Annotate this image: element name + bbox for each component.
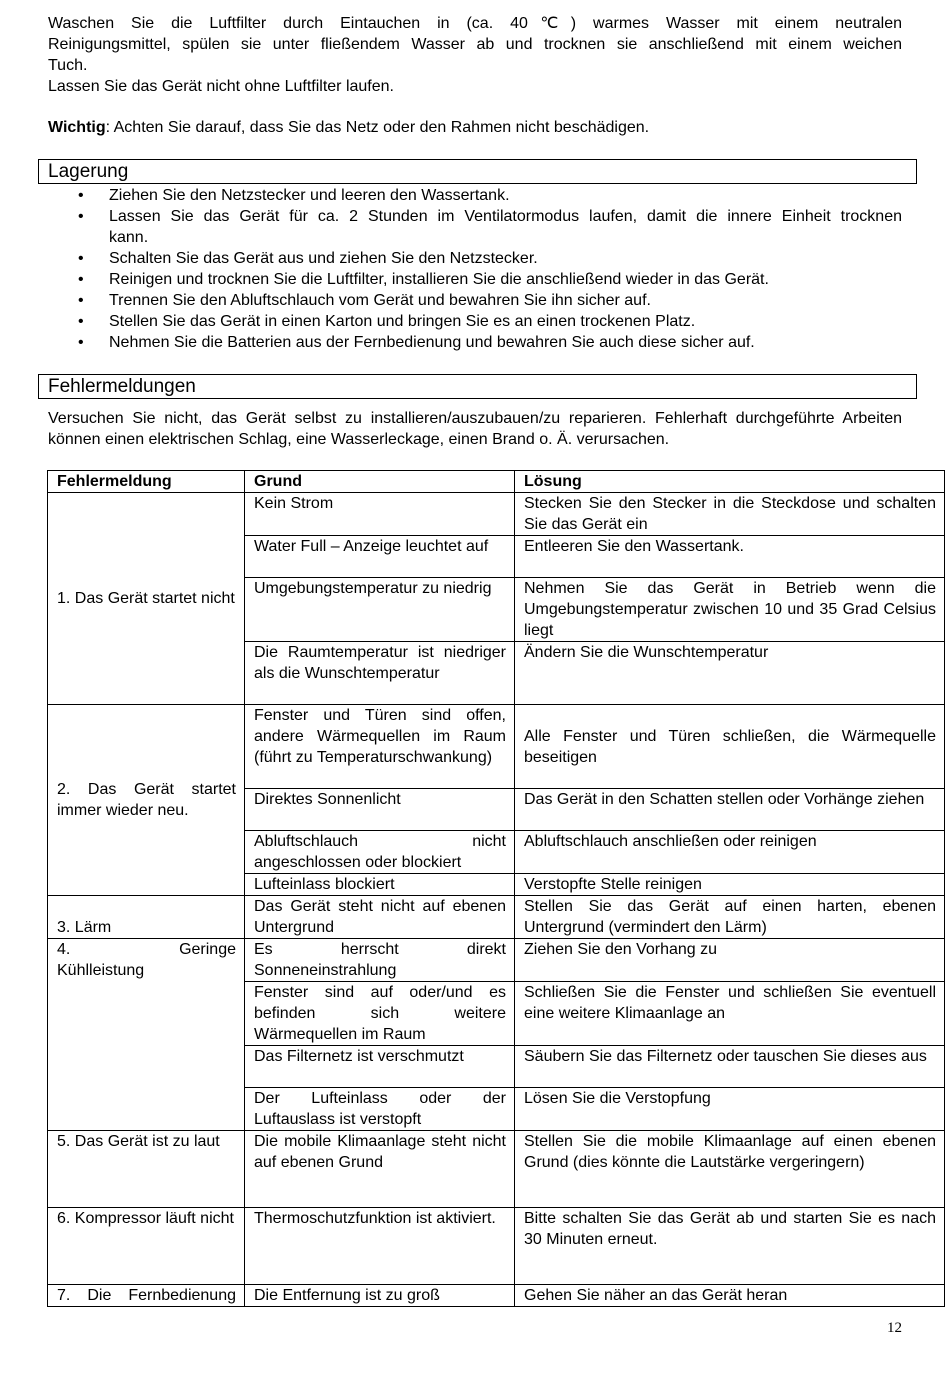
text-line: Reinigungsmittel, spülen sie unter fließendem Wasser ab und trocknen sie anschließend mit einem weichen bbox=[48, 36, 902, 53]
errors-intro: Versuchen Sie nicht, das Gerät selbst zu installieren/auszubauen/zu reparieren. Fehlerhaft durchgeführte Arbeiten können einen elektrischen Schlag, eine Wasserleckage, einen Brand o. Ä. verursachen. bbox=[48, 410, 902, 448]
table-header-row bbox=[48, 471, 945, 493]
cause-cell: Der Lufteinlass oder der Luftauslass ist verstopft bbox=[245, 1088, 515, 1131]
solution-cell: Lösen Sie die Verstopfung bbox=[515, 1088, 945, 1131]
table-row bbox=[48, 939, 945, 982]
solution-cell: Stecken Sie den Stecker in die Steckdose und schalten Sie das Gerät ein bbox=[515, 493, 945, 536]
table-row bbox=[48, 1208, 945, 1285]
solution-cell: Gehen Sie näher an das Gerät heran bbox=[515, 1285, 945, 1307]
solution-cell: Säubern Sie das Filternetz oder tauschen Sie dieses aus bbox=[515, 1046, 945, 1088]
table-row bbox=[48, 896, 945, 939]
column-header: Fehlermeldung bbox=[48, 471, 245, 493]
solution-cell: Ziehen Sie den Vorhang zu bbox=[515, 939, 945, 982]
cause-cell: Lufteinlass blockiert bbox=[245, 874, 515, 896]
error-cell: 3. Lärm bbox=[48, 896, 245, 939]
list-item: • Trennen Sie den Abluftschlauch vom Gerät und bewahren Sie ihn sicher auf. bbox=[0, 290, 902, 311]
important-note bbox=[48, 117, 902, 138]
important-text: : Achten Sie darauf, dass Sie das Netz oder den Rahmen nicht beschädigen. bbox=[105, 119, 650, 136]
solution-cell: Nehmen Sie das Gerät in Betrieb wenn die Umgebungstemperatur zwischen 10 und 35 Grad Celsius liegt bbox=[515, 578, 945, 642]
page-number: 12 bbox=[887, 1320, 902, 1336]
solution-cell: Alle Fenster und Türen schließen, die Wärmequelle beseitigen bbox=[515, 705, 945, 789]
cause-cell: Die mobile Klimaanlage steht nicht auf ebenen Grund bbox=[245, 1131, 515, 1208]
solution-cell: Verstopfte Stelle reinigen bbox=[515, 874, 945, 896]
text-line: Waschen Sie die Luftfilter durch Eintauchen in (ca. 40℃) warmes Wasser mit einem neutralen bbox=[48, 15, 902, 32]
column-header: Grund bbox=[245, 471, 515, 493]
column-header: Lösung bbox=[515, 471, 945, 493]
solution-cell: Schließen Sie die Fenster und schließen Sie eventuell eine weitere Klimaanlage an bbox=[515, 982, 945, 1046]
error-cell: 2. Das Gerät startet immer wieder neu. bbox=[48, 705, 245, 896]
error-cell: 1. Das Gerät startet nicht bbox=[48, 493, 245, 705]
storage-list bbox=[0, 185, 902, 353]
error-cell: 7. Die Fernbedienung bbox=[48, 1285, 245, 1307]
solution-cell: Entleeren Sie den Wassertank. bbox=[515, 536, 945, 578]
cause-cell: Abluftschlauch nicht angeschlossen oder blockiert bbox=[245, 831, 515, 874]
error-messages-heading: Fehlermeldungen bbox=[38, 374, 917, 399]
solution-cell: Stellen Sie die mobile Klimaanlage auf einen ebenen Grund (dies könnte die Lautstärke vergeringern) bbox=[515, 1131, 945, 1208]
solution-cell: Bitte schalten Sie das Gerät ab und starten Sie es nach 30 Minuten erneut. bbox=[515, 1208, 945, 1285]
list-item: • Ziehen Sie den Netzstecker und leeren den Wassertank. bbox=[0, 185, 902, 206]
list-item: • Nehmen Sie die Batterien aus der Fernbedienung und bewahren Sie auch diese sicher auf. bbox=[0, 332, 902, 353]
cause-cell: Kein Strom bbox=[245, 493, 515, 536]
error-cell: 4. Geringe Kühlleistung bbox=[48, 939, 245, 1131]
cause-cell: Das Filternetz ist verschmutzt bbox=[245, 1046, 515, 1088]
cause-cell: Das Gerät steht nicht auf ebenen Untergrund bbox=[245, 896, 515, 939]
solution-cell: Das Gerät in den Schatten stellen oder Vorhänge ziehen bbox=[515, 789, 945, 831]
table-row bbox=[48, 705, 945, 789]
cause-cell: Die Entfernung ist zu groß bbox=[245, 1285, 515, 1307]
cause-cell: Es herrscht direkt Sonneneinstrahlung bbox=[245, 939, 515, 982]
error-cell: 5. Das Gerät ist zu laut bbox=[48, 1131, 245, 1208]
list-item: • Reinigen und trocknen Sie die Luftfilter, installieren Sie die anschließend wieder in das Gerät. bbox=[0, 269, 902, 290]
no-filter-warning: Lassen Sie das Gerät nicht ohne Luftfilter laufen. bbox=[48, 78, 394, 95]
error-cell: 6. Kompressor läuft nicht bbox=[48, 1208, 245, 1285]
storage-heading: Lagerung bbox=[38, 159, 917, 184]
solution-cell: Ändern Sie die Wunschtemperatur bbox=[515, 642, 945, 705]
filter-cleaning-paragraph bbox=[48, 13, 902, 97]
table-row bbox=[48, 1285, 945, 1307]
cause-cell: Umgebungstemperatur zu niedrig bbox=[245, 578, 515, 642]
cause-cell: Direktes Sonnenlicht bbox=[245, 789, 515, 831]
table-row bbox=[48, 1131, 945, 1208]
text-line: Tuch. bbox=[48, 57, 88, 74]
solution-cell: Abluftschlauch anschließen oder reinigen bbox=[515, 831, 945, 874]
solution-cell: Stellen Sie das Gerät auf einen harten, ebenen Untergrund (vermindert den Lärm) bbox=[515, 896, 945, 939]
cause-cell: Die Raumtemperatur ist niedriger als die Wunschtemperatur bbox=[245, 642, 515, 705]
cause-cell: Fenster sind auf oder/und es befinden sich weitere Wärmequellen im Raum bbox=[245, 982, 515, 1046]
error-table bbox=[47, 470, 945, 1307]
list-item: • Stellen Sie das Gerät in einen Karton und bringen Sie es an einen trockenen Platz. bbox=[0, 311, 902, 332]
cause-cell: Fenster und Türen sind offen, andere Wärmequellen im Raum (führt zu Temperaturschwankung) bbox=[245, 705, 515, 789]
cause-cell: Thermoschutzfunktion ist aktiviert. bbox=[245, 1208, 515, 1285]
cause-cell: Water Full – Anzeige leuchtet auf bbox=[245, 536, 515, 578]
table-row bbox=[48, 493, 945, 536]
list-item: • Schalten Sie das Gerät aus und ziehen Sie den Netzstecker. bbox=[0, 248, 902, 269]
list-item: • Lassen Sie das Gerät für ca. 2 Stunden im Ventilatormodus laufen, damit die innere Einheit trocknen kann. bbox=[0, 206, 902, 248]
important-label: Wichtig bbox=[48, 119, 106, 136]
